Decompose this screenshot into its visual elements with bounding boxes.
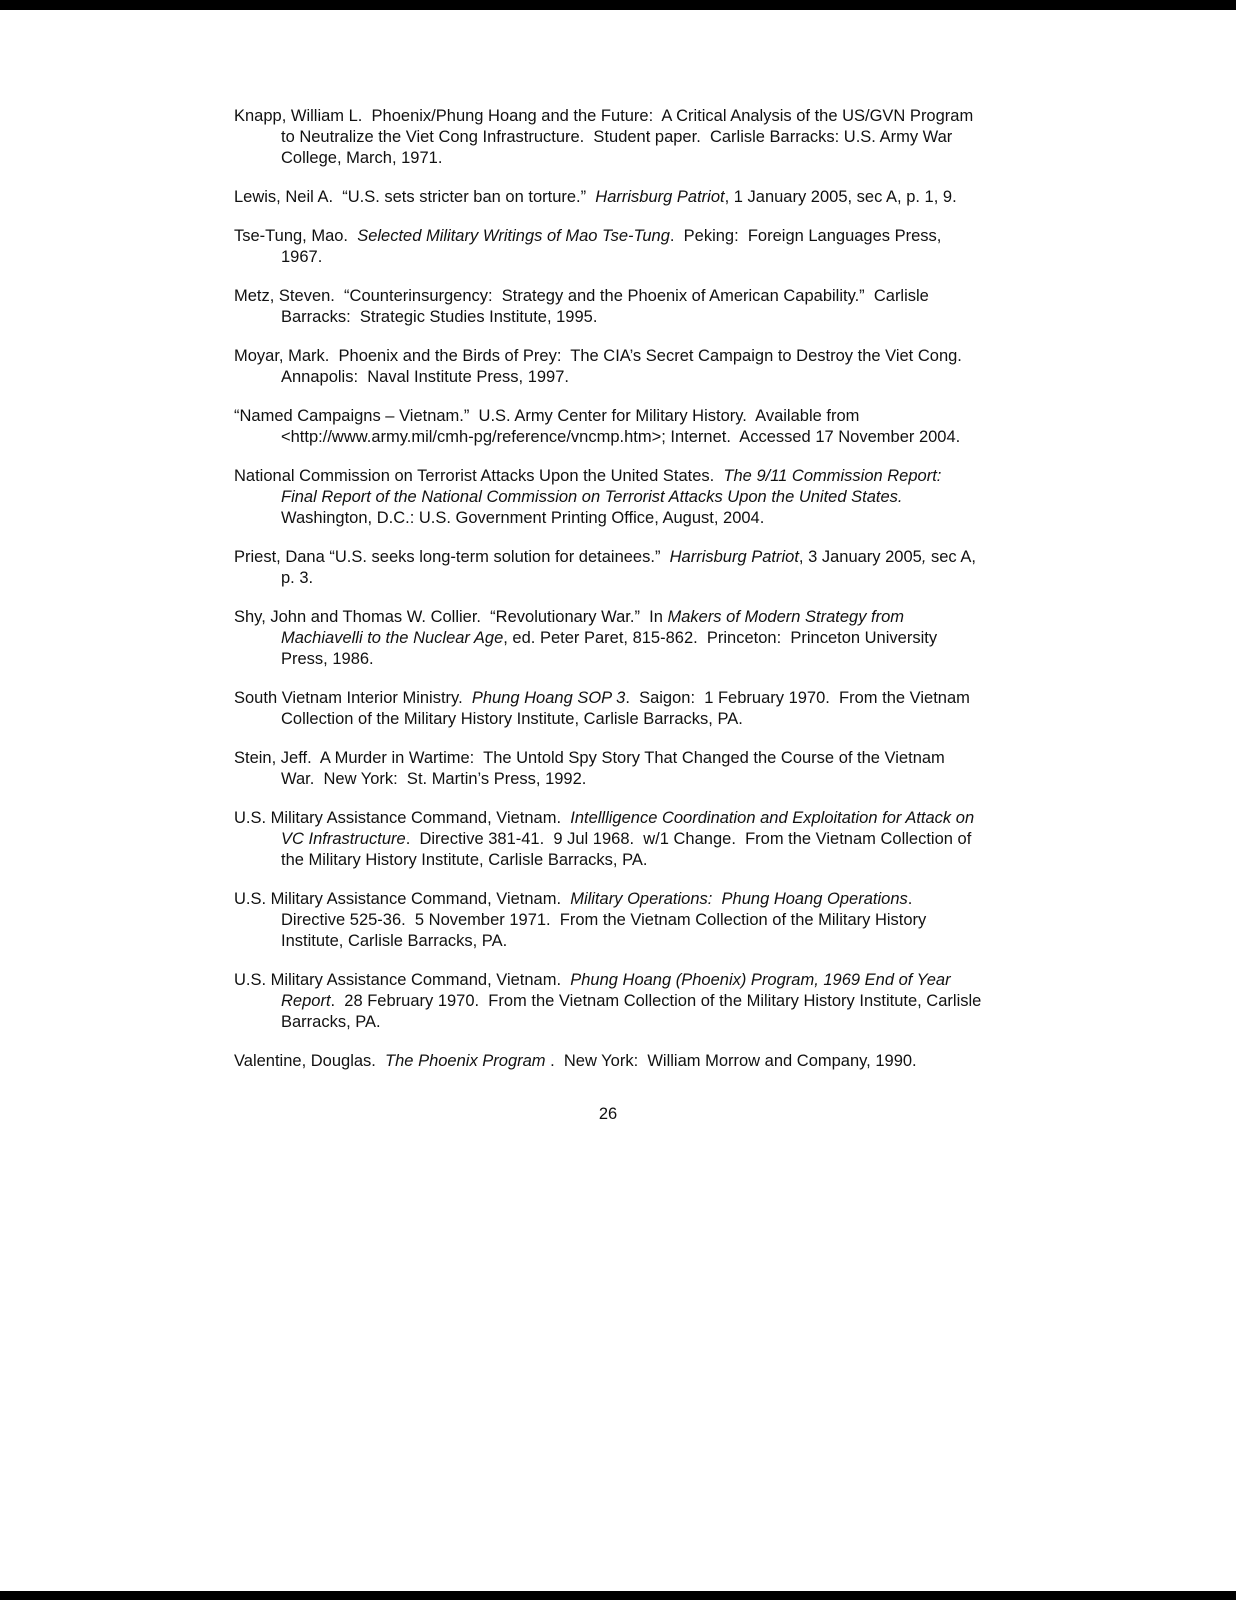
- bibliography-entry: [234, 748, 982, 790]
- entry-text: sec A, p. 3.: [281, 548, 981, 587]
- bibliography-entry: [234, 607, 982, 670]
- entry-text: Metz, Steven. “Counterinsurgency: Strategy and the Phoenix of American Capability.” Carlisle Barracks: Strategic Studies Institute, 1995.: [234, 287, 934, 326]
- scan-edge-bottom: [0, 1591, 1236, 1600]
- entry-text: South Vietnam Interior Ministry.: [234, 689, 472, 707]
- entry-text: Lewis, Neil A. “U.S. sets stricter ban on torture.”: [234, 188, 596, 206]
- entry-text: U.S. Military Assistance Command, Vietnam.: [234, 971, 571, 989]
- entry-text: . New York: William Morrow and Company, 1990.: [545, 1052, 917, 1070]
- entry-text: Priest, Dana “U.S. seeks long-term solution for detainees.”: [234, 548, 670, 566]
- entry-text-italic: Harrisburg Patriot: [595, 188, 725, 206]
- bibliography-list: [234, 106, 986, 1072]
- bibliography-entry: [234, 187, 982, 208]
- bibliography-entry: [234, 406, 982, 448]
- entry-text: “Named Campaigns – Vietnam.” U.S. Army Center for Military History. Available from <http://www.army.mil/cmh-pg/reference/vncmp.htm>; Internet. Accessed 17 November 2004.: [234, 407, 961, 446]
- entry-text-italic: Military Operations: Phung Hoang Operations: [570, 890, 908, 908]
- entry-text: U.S. Military Assistance Command, Vietnam.: [234, 809, 571, 827]
- entry-text: Valentine, Douglas.: [234, 1052, 386, 1070]
- bibliography-entry: [234, 226, 982, 268]
- entry-text: , 3 January 2005: [798, 548, 922, 566]
- bibliography-entry: [234, 688, 982, 730]
- entry-text-italic: The 9/11 Commission Report: Final Report of the National Commission on Terrorist Attacks Upon the United States.: [281, 467, 951, 506]
- bibliography-entry: [234, 1051, 982, 1072]
- entry-text: . Directive 525-36. 5 November 1971. From the Vietnam Collection of the Military History Institute, Carlisle Barracks, PA.: [281, 890, 931, 950]
- bibliography-entry: [234, 286, 982, 328]
- entry-text-italic: Harrisburg Patriot: [669, 548, 799, 566]
- bibliography-entry: [234, 106, 982, 169]
- bibliography-entry: [234, 970, 986, 1033]
- entry-text-italic: Selected Military Writings of Mao Tse-Tung: [357, 227, 670, 245]
- page-number: 26: [598, 1105, 618, 1123]
- entry-text: Knapp, William L. Phoenix/Phung Hoang and the Future: A Critical Analysis of the US/GVN Program to Neutralize the Viet Cong Infrastructure. Student paper. Carlisle Barracks: U.S. Army War College, March, 1971.: [234, 107, 978, 167]
- entry-text: Stein, Jeff. A Murder in Wartime: The Untold Spy Story That Changed the Course of the Vietnam War. New York: St. Martin’s Press, 1992.: [234, 749, 950, 788]
- entry-text-italic: Intellligence Coordination and Exploitation for Attack on VC Infrastructure: [281, 809, 979, 848]
- bibliography-entry: [234, 466, 982, 529]
- entry-text-italic: Makers of Modern Strategy from Machiavelli to the Nuclear Age: [281, 608, 909, 647]
- bibliography-entry: [234, 346, 982, 388]
- entry-text: . 28 February 1970. From the Vietnam Collection of the Military History Institute, Carlisle Barracks, PA.: [281, 992, 986, 1031]
- bibliography-entry: [234, 889, 982, 952]
- entry-text: . Peking: Foreign Languages Press, 1967.: [281, 227, 946, 266]
- entry-text: Washington, D.C.: U.S. Government Printing Office, August, 2004.: [281, 488, 912, 527]
- entry-text: , 1 January 2005, sec A, p. 1, 9.: [724, 188, 957, 206]
- entry-text: National Commission on Terrorist Attacks Upon the United States.: [234, 467, 724, 485]
- entry-text: Moyar, Mark. Phoenix and the Birds of Prey: The CIA’s Secret Campaign to Destroy the Viet Cong. Annapolis: Naval Institute Press, 1997.: [234, 347, 971, 386]
- entry-text-italic: Phung Hoang SOP 3: [471, 689, 626, 707]
- entry-text: U.S. Military Assistance Command, Vietnam.: [234, 890, 571, 908]
- bibliography-entry: [234, 808, 982, 871]
- entry-text: Tse-Tung, Mao.: [234, 227, 358, 245]
- entry-text-italic: Phung Hoang (Phoenix) Program, 1969 End of Year Report: [281, 971, 956, 1010]
- entry-text: . Saigon: 1 February 1970. From the Vietnam Collection of the Military History Institute, Carlisle Barracks, PA.: [281, 689, 975, 728]
- bibliography-entry: [234, 547, 982, 589]
- entry-text: , ed. Peter Paret, 815-862. Princeton: Princeton University Press, 1986.: [281, 629, 942, 668]
- entry-text-italic: ,: [921, 548, 927, 566]
- entry-text: Shy, John and Thomas W. Collier. “Revolutionary War.” In: [234, 608, 668, 626]
- entry-text-italic: The Phoenix Program: [385, 1052, 546, 1070]
- entry-text: . Directive 381-41. 9 Jul 1968. w/1 Change. From the Vietnam Collection of the Military History Institute, Carlisle Barracks, PA.: [281, 830, 976, 869]
- page-content: [234, 106, 986, 1125]
- scan-edge-top: [0, 0, 1236, 10]
